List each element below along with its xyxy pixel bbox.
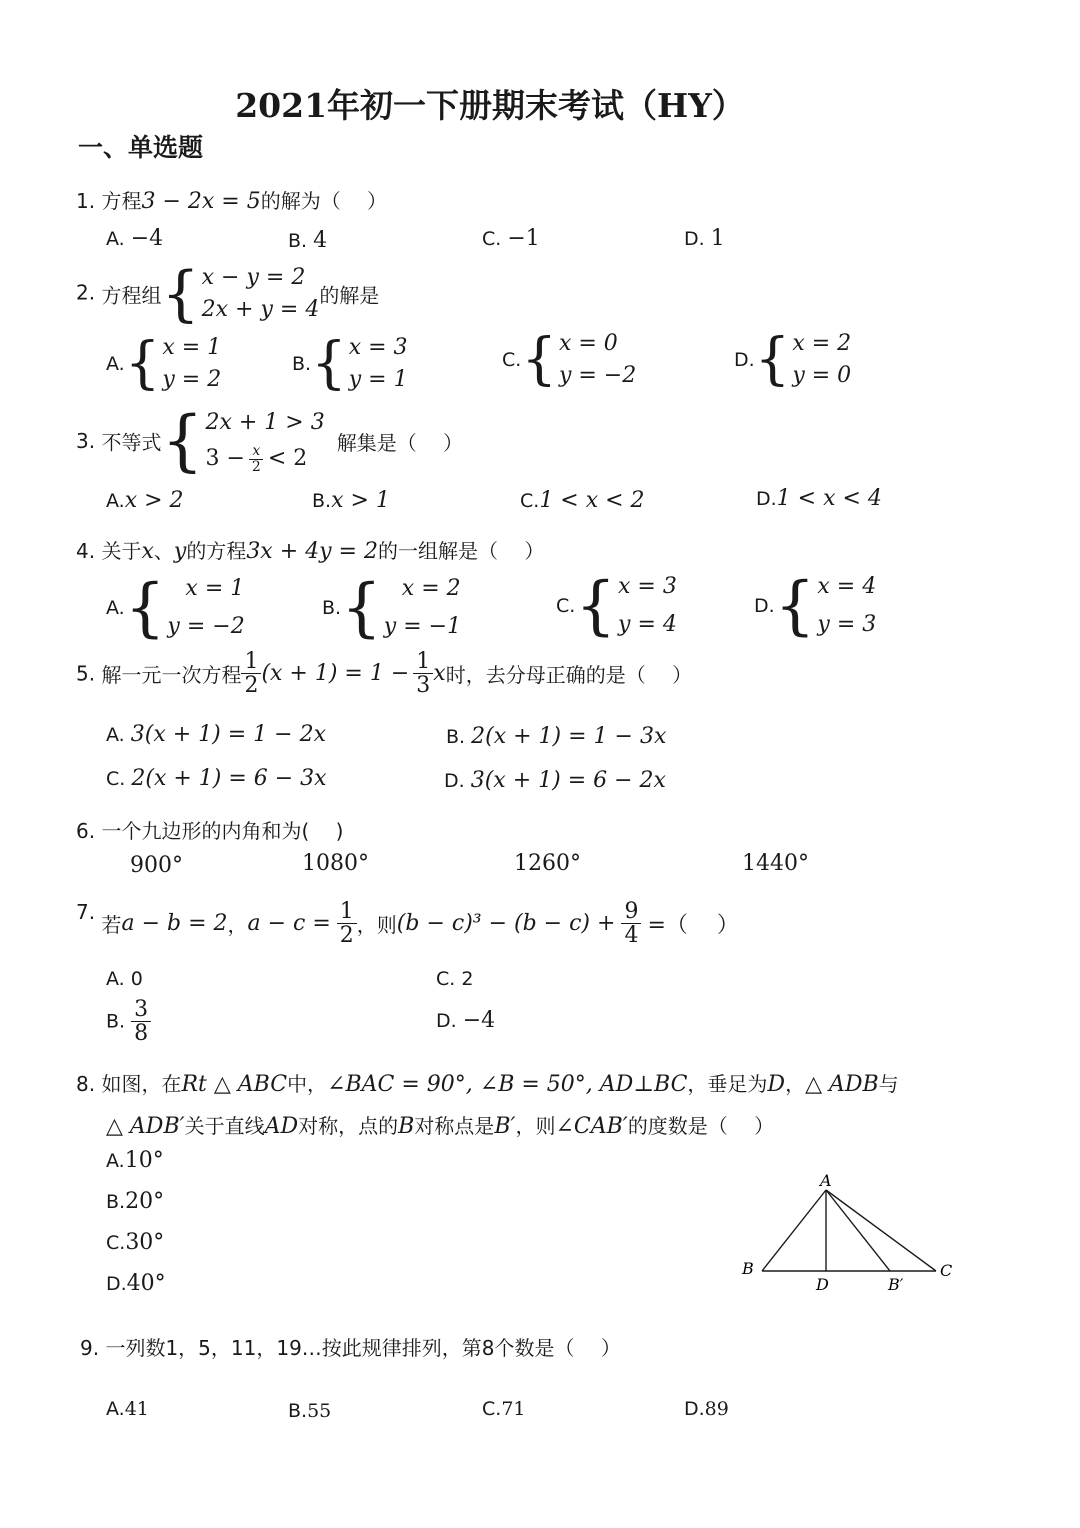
page-title: 2021年初一下册期末考试（HY）: [235, 86, 745, 125]
q8-option-b[interactable]: B.20°: [106, 1189, 165, 1214]
q3-option-d[interactable]: D.1 < x < 4: [756, 486, 882, 511]
question-number: 8.: [76, 1072, 96, 1096]
q6-option-1[interactable]: 900°: [130, 853, 183, 878]
question-number: 2.: [76, 280, 96, 305]
q1-option-b[interactable]: B. 4: [288, 228, 328, 253]
equation-system: { x − y = 2 2x + y = 4: [161, 259, 320, 329]
q5-option-c[interactable]: C. 2(x + 1) = 6 − 3x: [106, 766, 327, 791]
label-a: A: [820, 1171, 832, 1190]
section-heading: 一、单选题: [78, 133, 204, 162]
question-number: 3.: [76, 429, 96, 453]
question-7-stem: 7. 若a − b = 2，a − c = $\frac{1}{2}$ ，则(b − c)³ − (b − c) + $\frac{9}{4}$ =（ ）: [76, 899, 739, 949]
q1-option-c[interactable]: C. −1: [482, 226, 540, 251]
label-c: C: [940, 1261, 953, 1280]
segment-ab: [762, 1190, 826, 1271]
question-number: 5.: [76, 661, 96, 686]
q5-option-b[interactable]: B. 2(x + 1) = 1 − 3x: [446, 724, 667, 749]
label-d: D: [816, 1275, 829, 1294]
q6-option-3[interactable]: 1260°: [514, 851, 581, 876]
q5-option-a[interactable]: A. 3(x + 1) = 1 − 2x: [106, 722, 326, 747]
question-number: 9.: [80, 1336, 100, 1360]
q1-option-d[interactable]: D. 1: [684, 226, 725, 251]
q7-option-c[interactable]: C. 2: [436, 968, 474, 990]
question-5-stem: 5. 解一元一次方程 $\frac{1}{2}$ (x + 1) = 1 − $\frac{1}{3}$ x时，去分母正确的是（ ）: [76, 649, 693, 699]
q1-option-a[interactable]: A. −4: [106, 226, 164, 251]
question-4-stem: 4. 关于x、y的方程3x + 4y = 2的一组解是（ ）: [76, 539, 545, 564]
label-b: B: [742, 1259, 754, 1278]
q5-option-d[interactable]: D. 3(x + 1) = 6 − 2x: [444, 768, 666, 793]
question-2-stem: 2. 方程组 { x − y = 2 2x + y = 4 的解是: [76, 259, 380, 329]
question-number: 1.: [76, 189, 96, 213]
q2-option-a[interactable]: A. { x = 1 y = 2: [106, 331, 222, 396]
q4-option-a[interactable]: A. { x = 1 y = −2: [106, 571, 245, 645]
question-1-stem: 1. 方程3 − 2x = 5的解为（ ）: [76, 189, 388, 214]
question-3-stem: 3. 不等式 { 2x + 1 > 3 3 − $\frac{x}{2}$ < 2 解集是（ ）: [76, 402, 464, 479]
q7-option-a[interactable]: A. 0: [106, 968, 143, 990]
label-b-prime: B′: [888, 1275, 904, 1294]
q2-option-c[interactable]: C. { x = 0 y = −2: [502, 327, 637, 392]
q2-option-d[interactable]: D. { x = 2 y = 0: [734, 327, 852, 392]
inequality-system: { 2x + 1 > 3 3 − $\frac{x}{2}$ < 2: [161, 402, 325, 479]
q7-option-d[interactable]: D. −4: [436, 1008, 496, 1033]
q9-option-c[interactable]: C.71: [482, 1398, 526, 1420]
q9-option-b[interactable]: B.55: [288, 1400, 332, 1422]
question-8-stem-line-1: 8. 如图，在Rt △ ABC中，∠BAC = 90°, ∠B = 50°, AD⊥BC，垂足为D，△ ADB与: [76, 1072, 899, 1097]
q4-option-d[interactable]: D. { x = 4 y = 3: [754, 569, 877, 643]
q9-option-d[interactable]: D.89: [684, 1398, 729, 1420]
q6-option-4[interactable]: 1440°: [742, 851, 809, 876]
q2-option-b[interactable]: B. { x = 3 y = 1: [292, 331, 408, 396]
triangle-figure: [730, 1168, 970, 1298]
q9-option-a[interactable]: A.41: [106, 1398, 149, 1420]
q8-option-c[interactable]: C.30°: [106, 1230, 165, 1255]
q4-option-c[interactable]: C. { x = 3 y = 4: [556, 569, 677, 643]
question-number: 6.: [76, 819, 96, 843]
q6-option-2[interactable]: 1080°: [302, 851, 369, 876]
question-number: 4.: [76, 539, 96, 563]
question-6-stem: 6. 一个九边形的内角和为( ): [76, 819, 344, 843]
question-9-stem: 9. 一列数1，5，11，19…按此规律排列，第8个数是（ ）: [80, 1336, 621, 1360]
q3-option-a[interactable]: A.x > 2: [106, 488, 184, 513]
q7-option-b[interactable]: B. $\frac{3}{8}$: [106, 998, 151, 1045]
question-8-stem-line-2: △ ADB′关于直线AD对称，点的B对称点是B′，则∠CAB′的度数是（ ）: [106, 1114, 775, 1139]
q8-option-a[interactable]: A.10°: [106, 1148, 164, 1173]
q8-option-d[interactable]: D.40°: [106, 1271, 166, 1296]
q4-option-b[interactable]: B. { x = 2 y = −1: [322, 571, 462, 645]
question-number: 7.: [76, 900, 96, 924]
q3-option-b[interactable]: B.x > 1: [312, 488, 390, 513]
q3-option-c[interactable]: C.1 < x < 2: [520, 488, 645, 513]
equation: 3 − 2x = 5: [141, 189, 261, 214]
